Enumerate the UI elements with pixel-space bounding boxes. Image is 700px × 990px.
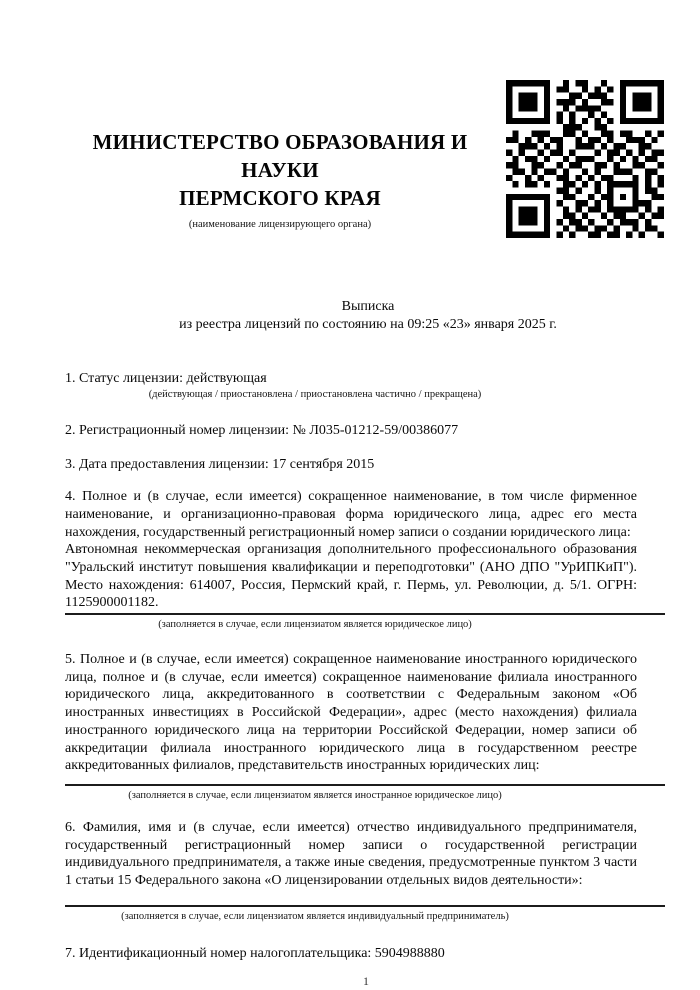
authority-name-line1: МИНИСТЕРСТВО ОБРАЗОВАНИЯ И НАУКИ [92, 130, 468, 182]
field-legal-entity-caption: (заполняется в случае, если лицензиатом является юридическое лицо) [158, 619, 472, 631]
document-title: Выписка [341, 299, 395, 314]
document-title-block [99, 298, 637, 334]
field-entrepreneur-label: 6. Фамилия, имя и (в случае, если имеется) отчество индивидуального предпринимателя, государственный регистрационный номер записи о государственной регистрации индивидуального предпринимателя, а также иные сведения, предусмотренные пунктом 3 части 1 статьи 15 Федерального закона «О лицензировании отдельных видов деятельности»: [65, 819, 637, 889]
document-header [0, 0, 700, 238]
authority-name-line2: ПЕРМСКОГО КРАЯ [179, 186, 381, 210]
field-grant-date: 3. Дата предоставления лицензии: 17 сентября 2015 [65, 457, 375, 473]
field-license-status: 1. Статус лицензии: действующая [65, 371, 267, 386]
document-body [65, 370, 637, 962]
document-subtitle: из реестра лицензий по состоянию на 09:25 «23» января 2025 г. [179, 317, 557, 332]
field-foreign-entity-caption: (заполняется в случае, если лицензиатом является иностранное юридическое лицо) [128, 789, 502, 801]
field-license-status-caption: (действующая / приостановлена / приостановлена частично / прекращена) [148, 388, 482, 400]
issuing-authority-block [65, 128, 495, 231]
qr-code-svg [506, 80, 664, 238]
page-number: 1 [363, 974, 369, 989]
field-legal-entity-value: Автономная некоммерческая организация дополнительного профессионального образования "Уральский институт повышения квалификации и переподготовки" (АНО ДПО "УрИПКиП"). Место нахождения: 614007, Россия, Пермский край, г. Пермь, ул. Революции, д. 5/1. ОГРН: 1125900001182. [65, 542, 637, 611]
field-registration-number: 2. Регистрационный номер лицензии: № Л035-01212-59/00386077 [65, 422, 459, 438]
authority-caption: (наименование лицензирующего органа) [188, 219, 372, 230]
fill-line-entrepreneur [65, 905, 665, 907]
field-taxpayer-id: 7. Идентификационный номер налогоплательщика: 5904988880 [65, 945, 445, 961]
field-legal-entity-label: 4. Полное и (в случае, если имеется) сокращенное наименование, в том числе фирменное наименование, и организационно-правовая форма юридического лица, адрес его места нахождения, государственный регистрационный номер записи о создании юридического лица: [65, 489, 637, 540]
field-foreign-entity-label: 5. Полное и (в случае, если имеется) сокращенное наименование иностранного юридического лица, полное и (в случае, если имеется) сокращенное наименование филиала иностранного юридического лица, аккредитованного в соответствии с Федеральным законом «Об иностранных инвестициях в Российской Федерации», адрес (место нахождения) филиала иностранного юридического лица на территории Российской Федерации, номер записи об аккредитации филиала иностранного юридического лица в государственном реестре аккредитованных филиалов, представительств иностранных юридических лиц: [65, 652, 637, 774]
qr-code-icon [506, 80, 664, 238]
field-entrepreneur-caption: (заполняется в случае, если лицензиатом является индивидуальный предприниматель) [121, 910, 509, 922]
fill-line-legal-entity [65, 613, 665, 615]
fill-line-foreign-entity [65, 784, 665, 786]
